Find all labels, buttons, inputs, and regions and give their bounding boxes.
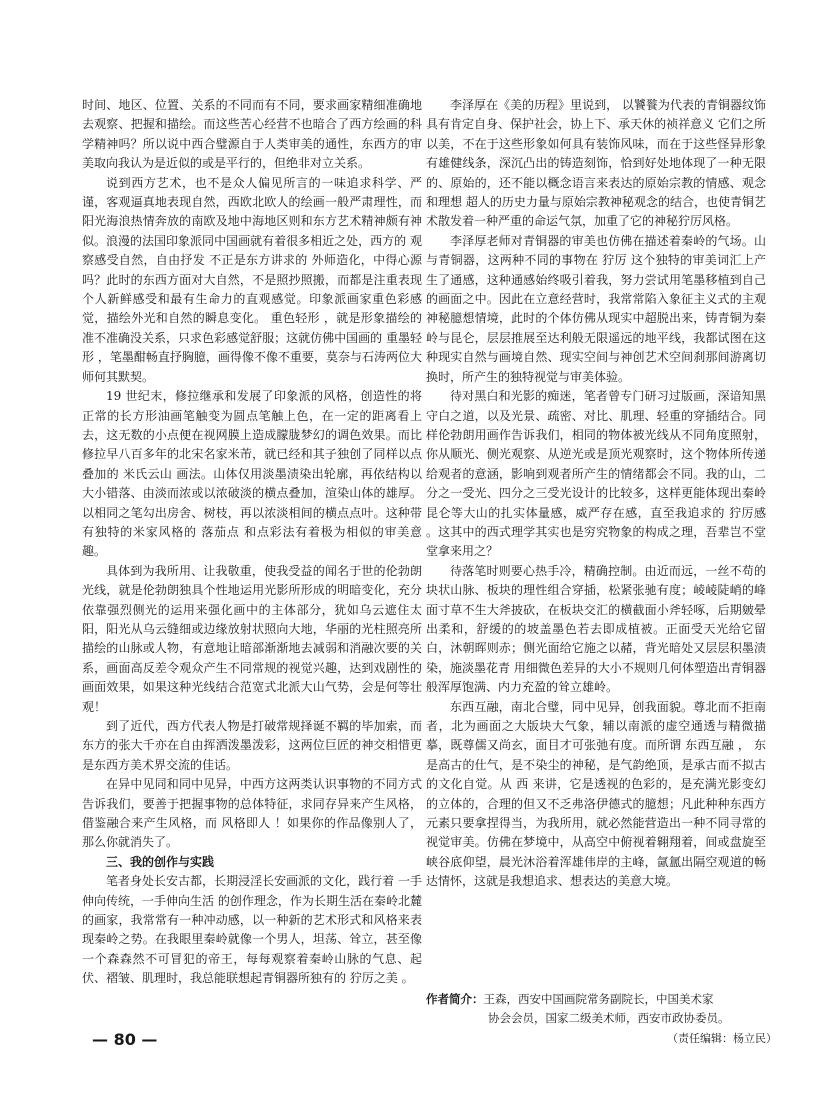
paragraph: 说到西方艺术，也不是众人偏见所言的一味追求科学、严谨，客观逼真地表现自然，西欧北欧人的绘画一般严肃理性，而阳光海浪热情奔放的南欧及地中海地区则和东方艺术精神颇有神似。浪漫的法国印象派同中国画就有着很多相近之处，西方的 观察感受自然，自由抒发 不正是东方讲求的 外师造化，中得心源 吗？此时的东西方面对大自然，不是照抄照搬，而都是注重表现个人新鲜感受和最有生命力的直观感觉。印象派画家重色彩感觉，描绘外光和自然的瞬息变化。 重色轻形 ，就是形象描绘的准不准确没关系，只求色彩感觉舒服；这就仿佛中国画的 重墨轻形 ，笔墨酣畅直抒胸臆，画得像不像不重要，莫奈与石涛两位大师何其默契。 — [82, 175, 422, 384]
author-bio-line: 协会会员，国家二级美术师，西安市政协委员。 — [488, 1011, 730, 1025]
paragraph: 在异中见同和同中见异，中西方这两类认识事物的不同方式告诉我们，要善于把握事物的总体特征，求同存异来产生风格，借鉴融合来产生风格，而 风格即人 ！如果你的作品像别人了，那么你就消失了。 — [82, 777, 422, 850]
paragraph: 19 世纪末，修拉继承和发展了印象派的风格，创造性的将正常的长方形油画笔触变为圆点笔触上色，在一定的距离看上去，这无数的小点便在视网膜上造成朦胧梦幻的调色效果。而比修拉早八百多年的北宋名家米芾，就已经和其子独创了同样以点叠加的 米氏云山 画法。山体仅用淡墨渍染出轮廓，再依结构以大小错落、由淡而浓或以浓破淡的横点叠加，渲染山体的雄厚。以相同之笔勾出房舍、树枝，再以浓淡相间的横点点叶。这种带有独特的米家风格的 落茄点 和点彩法有着极为相似的审美意趣。 — [82, 389, 422, 559]
left-column — [82, 96, 422, 989]
paragraph: 笔者身处长安古都，长期浸淫长安画派的文化，践行着 一手伸向传统，一手伸向生活 的创作理念，作为长期生活在秦岭北麓的画家，我常常有一种冲动感，以一种新的艺术形式和风格来表现秦岭之势。在我眼里秦岭就像一个男人，坦荡、耸立，甚至像一个森森然不可冒犯的帝王，每每观察着秦岭山脉的气息、起伏、褶皱、肌理时，我总能联想起青铜器所独有的 狞厉之美 。 — [82, 874, 422, 986]
section-heading: 三、我的创作与实践 — [106, 854, 215, 869]
editor-credit: （责任编辑：杨立民） — [667, 1032, 777, 1045]
right-column — [426, 96, 766, 892]
author-bio-label: 作者简介： — [426, 992, 484, 1006]
paragraph: 具体到为我所用、让我敬重，使我受益的闻名于世的伦勃朗光线，就是伦勃朗独具个性地运用光影所形成的明暗变化，充分依靠强烈侧光的运用来强化画中的主体部分，犹如乌云遮住太阳，阳光从乌云缝细或边缘放射状照向大地，华丽的光柱照亮所描绘的山脉或人物，有意地让暗部渐渐地去减弱和消融次要的关系，画面高反差令观众产生不同常规的视觉兴趣，达到戏剧性的画面效果，如果这种光线结合范宽式北派大山气势，会是何等壮观！ — [82, 563, 422, 714]
author-bio-line: 王森，西安中国画院常务副院长，中国美术家 — [483, 992, 714, 1006]
paragraph: 时间、地区、位置、关系的不同而有不同，要求画家精细准确地去观察、把握和描绘。而这些苦心经营不也暗合了西方绘画的科学精神吗？所以说中西合璧源自于人类审美的通性，东西方的审美取向我认为是近似的或是平行的，但绝非对立关系。 — [82, 98, 422, 171]
page-number: — 80 — — [92, 1030, 158, 1049]
paragraph: 到了近代，西方代表人物是打破常规择诞不羁的毕加索，而东方的张大千亦在自由挥洒泼墨泼彩，这两位巨匠的神交相惜更是东西方美术界交流的佳话。 — [82, 719, 422, 772]
paragraph: 李泽厚在《美的历程》里说到， 以饕餮为代表的青铜器纹饰具有肯定自身、保护社会，协上下、承天休的祯祥意义 它们之所以美，不在于这些形象如何具有装饰风味，而在于这些怪异形象有雄健线条，深沉凸出的铸造刻饰，恰到好处地体现了一种无限的、原始的，还不能以概念语言来表达的原始宗教的情感、观念和理想 超人的历史力量与原始宗教神秘观念的结合，也使青铜艺术散发着一种严重的命运气氛，加重了它的神秘狞厉风格。 — [426, 98, 766, 229]
paragraph: 李泽厚老师对青铜器的审美也仿佛在描述着秦岭的气场。山与青铜器，这两种不同的事物在 狞厉 这个独特的审美词汇上产生了通感，这种通感始终吸引着我，努力尝试用笔墨移植到自己的画面之中。因此在立意经营时，我常常陷入象征主义式的主观神秘臆想情境，此时的个体仿佛从现实中超脱出来，铸青铜为秦岭与昆仑，层层推展至达利般无限遥远的地平线，我都试图在这种现实自然与画境自然、现实空间与神创艺术空间刹那间游离切换时，所产生的独特视觉与审美体验。 — [426, 233, 766, 384]
author-bio — [426, 990, 776, 1028]
paragraph: 东西互融，南北合璧，同中见异，创我面貌。尊北而不拒南者，北为画面之大版块大气象，辅以南派的虚空通透与精微描摹，既尊儒又尚玄，面目才可张弛有度。而所谓 东西互融 ， 东 是高古的仕气，是不染尘的神秘，是气韵绝顶，是承古而不拟古的文化自觉。从 西 来讲，它是透视的色彩的，是充满光影变幻的立体的，合理的但又不乏弗洛伊德式的臆想；凡此种种东西方元素只要拿捏得当，为我所用，就必然能营造出一种不同寻常的视觉审美。仿佛在梦境中，从高空中俯视着翱翔着，间或盘旋至峡谷底仰望，晨光沐浴着浑雄伟岸的主峰，氤氲出隔空观道的畅达情怀，这就是我想追求、想表达的美意大境。 — [426, 699, 766, 889]
paragraph: 待对黑白和光影的痴迷，笔者曾专门研习过版画，深谙知黑守白之道，以及光景、疏密、对比、肌理、轻重的穿插结合。同样伦勃朗用画作告诉我们，相同的物体被光线从不同角度照射，你从顺光、侧光观察、从逆光或是顶光观察时，这个物体所传递给观者的意涵，影响到观者所产生的情绪都会不同。我的山，二分之一受光、四分之三受光设计的比较多，这样更能体现出秦岭昆仑等大山的扎实体量感，威严存在感，直至我追求的 狞厉感 。这其中的西式理学其实也是穷究物象的构成之理，吾辈岂不堂堂拿来用之？ — [426, 389, 766, 559]
paragraph: 待落笔时则要心热手冷，精确控制。由近而远，一丝不苟的块状山脉、板块的理性组合穿插，松紧张驰有度；崚崚陡峭的峰面寸草不生大斧披砍，在板块交汇的横截面小斧轻啄，后期皴晕出柔和，舒缓的的坡盖墨色若去即成植被。正面受天光给它留白，沐朝晖则赤；侧光面给它施之以赭，背光暗处又层层积墨渍染，施淡墨花青 用细微色差异的大小不规则几何体塑造出青铜器般浑厚饱满、内力充盈的耸立雄岭。 — [426, 563, 766, 695]
